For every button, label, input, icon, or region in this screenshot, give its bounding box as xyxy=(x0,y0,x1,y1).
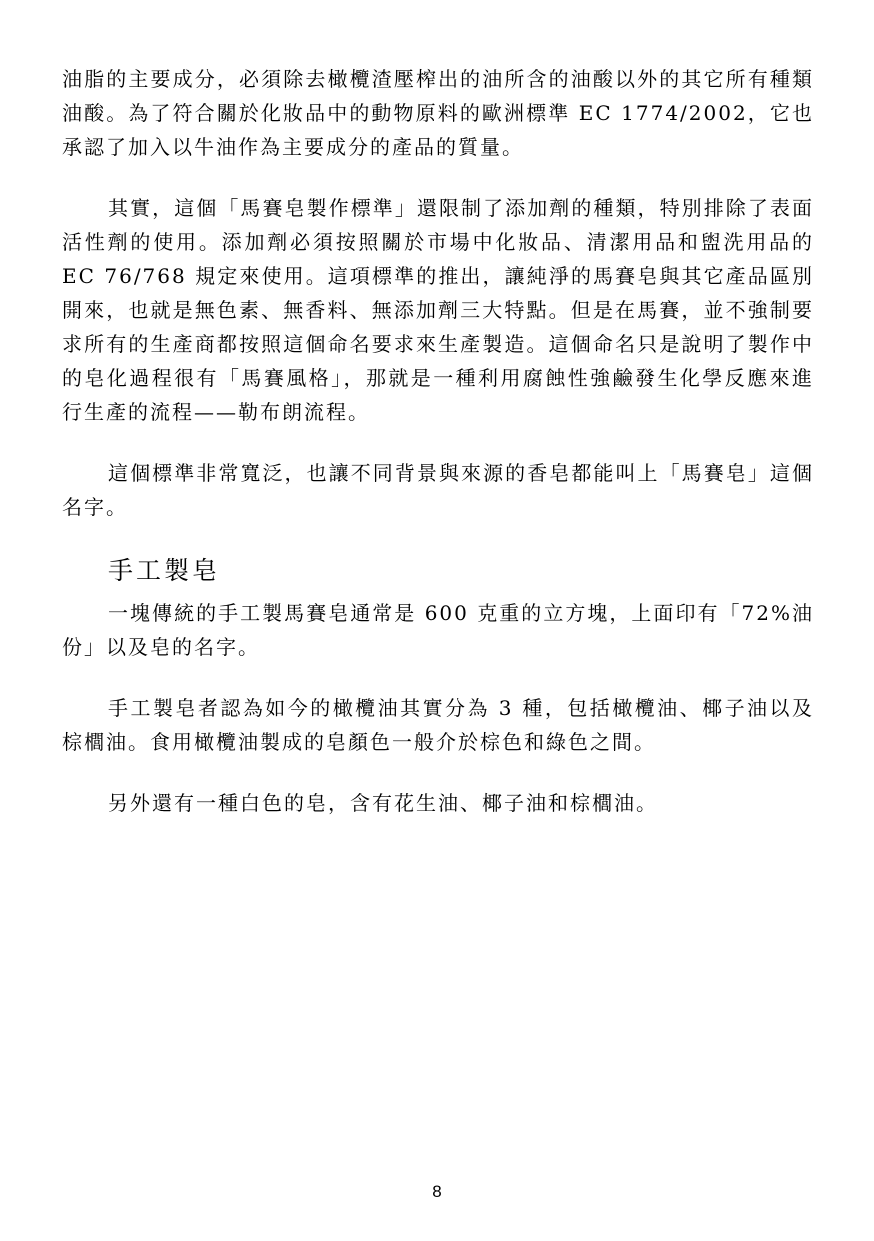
paragraph-standard-scope: 這個標準非常寬泛，也讓不同背景與來源的香皂都能叫上「馬賽皂」這個名字。 xyxy=(62,461,814,519)
paragraph-traditional-soap: 一塊傳統的手工製馬賽皂通常是 600 克重的立方塊，上面印有「72%油份」以及皂的名字。 xyxy=(62,601,814,659)
section-heading: 手工製皂 xyxy=(108,556,221,585)
paragraph-white-soap: 另外還有一種白色的皂，含有花生油、椰子油和棕櫚油。 xyxy=(108,791,658,815)
paragraph-oil-types: 手工製皂者認為如今的橄欖油其實分為 3 種，包括橄欖油、椰子油以及棕櫚油。食用橄欖油製成的皂顏色一般介於棕色和綠色之間。 xyxy=(62,696,814,754)
paragraph-continued: 油脂的主要成分，必須除去橄欖渣壓榨出的油所含的油酸以外的其它所有種類油酸。為了符合關於化妝品中的動物原料的歐洲標準 EC 1774/2002，它也承認了加入以牛油作為主要成分的產品的質量。 xyxy=(62,67,814,159)
document-page xyxy=(62,62,814,820)
page-number: 8 xyxy=(432,1182,442,1201)
paragraph-standard-restrictions: 其實，這個「馬賽皂製作標準」還限制了添加劑的種類，特別排除了表面活性劑的使用。添加劑必須按照關於市場中化妝品、清潔用品和盥洗用品的 EC 76/768 規定來使用。這項標準的推出，讓純淨的馬賽皂與其它產品區別開來，也就是無色素、無香料、無添加劑三大特點。但是在馬賽，並不強制要求所有的生產商都按照這個命名要求來生產製造。這個命名只是說明了製作中的皂化過程很有「馬賽風格」，那就是一種利用腐蝕性強鹼發生化學反應來進行生產的流程——勒布朗流程。 xyxy=(62,196,814,424)
